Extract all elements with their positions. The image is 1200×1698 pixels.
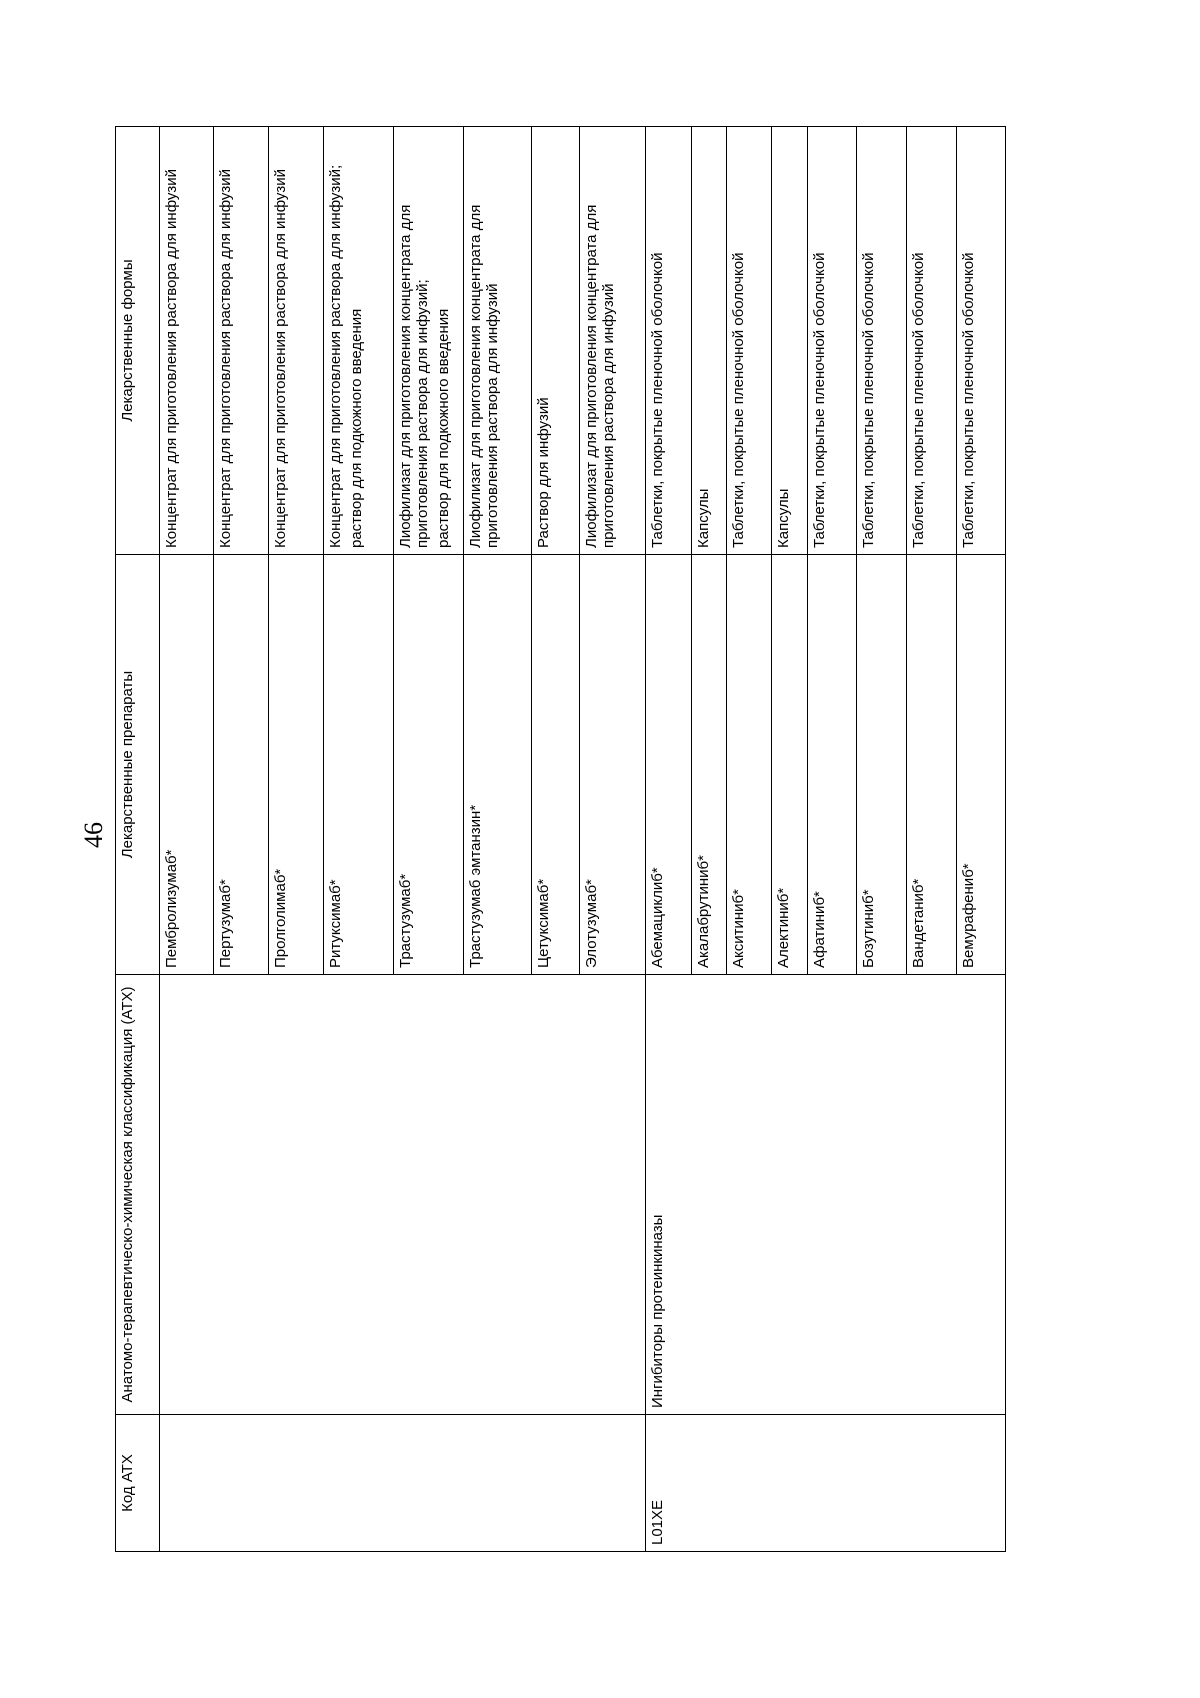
dosage-form-text: Концентрат для приготовления раствора для инфузий;	[327, 164, 344, 548]
dosage-form-text: Таблетки, покрытые пленочной оболочкой	[811, 252, 828, 548]
dosage-form-text: Концентрат для приготовления раствора для инфузий	[272, 169, 289, 548]
atc-classification-cell: Ингибиторы протеинкиназы	[646, 975, 1006, 1415]
drug-name-cell: Алектиниб*	[772, 555, 808, 975]
dosage-form-cell	[464, 127, 532, 555]
atc-table	[115, 126, 1006, 1552]
dosage-form-text: Лиофилизат для приготовления концентрата для приготовления раствора для инфузий	[467, 204, 501, 548]
drug-name-cell: Ритуксимаб*	[324, 555, 394, 975]
dosage-form-text: Лиофилизат для приготовления концентрата для приготовления раствора для инфузий	[583, 204, 617, 548]
table-row	[646, 127, 692, 1552]
dosage-form-cell	[214, 127, 269, 555]
page-number: 46	[79, 822, 108, 848]
header-drugs: Лекарственные препараты	[116, 555, 160, 975]
header-code: Код АТХ	[116, 1415, 160, 1552]
atc-classification-cell	[160, 975, 646, 1415]
dosage-form-text: Таблетки, покрытые пленочной оболочкой	[910, 252, 927, 548]
dosage-form-extra-text: раствор для подкожного введения	[348, 308, 365, 548]
dosage-form-cell	[324, 127, 394, 555]
drug-name-cell: Трастузумаб эмтанзин*	[464, 555, 532, 975]
dosage-form-cell	[857, 127, 907, 555]
dosage-form-cell	[957, 127, 1006, 555]
dosage-form-text: Таблетки, покрытые пленочной оболочкой	[649, 252, 666, 548]
rotated-page	[115, 127, 1080, 1552]
drug-name-cell: Бозутиниб*	[857, 555, 907, 975]
drug-name-cell: Цетуксимаб*	[532, 555, 580, 975]
dosage-form-cell	[532, 127, 580, 555]
dosage-form-text: Концентрат для приготовления раствора для инфузий	[163, 169, 180, 548]
drug-name-cell: Абемациклиб*	[646, 555, 692, 975]
dosage-form-cell	[907, 127, 957, 555]
drug-name-cell: Пролголимаб*	[269, 555, 324, 975]
table-header-row	[116, 127, 160, 1552]
drug-name-cell: Трастузумаб*	[394, 555, 464, 975]
atc-code-cell: L01XE	[646, 1415, 1006, 1552]
table-row	[160, 127, 214, 1552]
dosage-form-cell	[394, 127, 464, 555]
drug-name-cell: Афатиниб*	[808, 555, 857, 975]
dosage-form-text: Капсулы	[695, 488, 712, 548]
drug-name-cell: Пембролизумаб*	[160, 555, 214, 975]
dosage-form-cell	[269, 127, 324, 555]
dosage-form-cell	[692, 127, 727, 555]
dosage-form-text: Раствор для инфузий	[535, 397, 552, 548]
dosage-form-cell	[646, 127, 692, 555]
dosage-form-text: Таблетки, покрытые пленочной оболочкой	[860, 252, 877, 548]
header-forms: Лекарственные формы	[116, 127, 160, 555]
drug-name-cell: Вемурафениб*	[957, 555, 1006, 975]
dosage-form-text: Капсулы	[775, 488, 792, 548]
atc-code-cell	[160, 1415, 646, 1552]
drug-name-cell: Элотузумаб*	[580, 555, 646, 975]
dosage-form-extra-text: раствор для подкожного введения	[435, 308, 452, 548]
drug-name-cell: Вандетаниб*	[907, 555, 957, 975]
dosage-form-cell	[727, 127, 772, 555]
dosage-form-text: Таблетки, покрытые пленочной оболочкой	[730, 252, 747, 548]
dosage-form-text: Таблетки, покрытые пленочной оболочкой	[960, 252, 977, 548]
drug-name-cell: Пертузумаб*	[214, 555, 269, 975]
dosage-form-text: Лиофилизат для приготовления концентрата для приготовления раствора для инфузий;	[397, 204, 431, 548]
dosage-form-cell	[580, 127, 646, 555]
dosage-form-cell	[160, 127, 214, 555]
drug-name-cell: Акалабрутиниб*	[692, 555, 727, 975]
header-classification: Анатомо-терапевтическо-химическая классификация (АТХ)	[116, 975, 160, 1415]
dosage-form-text: Концентрат для приготовления раствора для инфузий	[217, 169, 234, 548]
dosage-form-cell	[808, 127, 857, 555]
drug-name-cell: Акситиниб*	[727, 555, 772, 975]
dosage-form-cell	[772, 127, 808, 555]
